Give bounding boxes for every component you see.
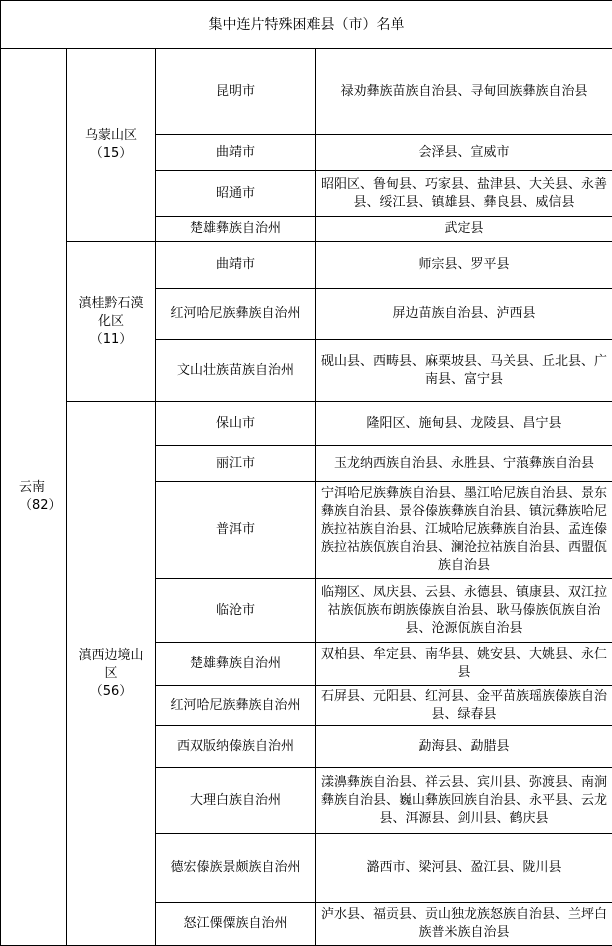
counties-cell: 玉龙纳西族自治县、永胜县、宁蒗彝族自治县 <box>316 446 612 482</box>
region-cell-dianxi <box>67 402 156 946</box>
province-count: （82） <box>19 498 62 513</box>
region-cell-dianguiqian <box>67 242 156 402</box>
region-name: 滇桂黔石漠化区 <box>78 295 144 329</box>
counties-cell: 会泽县、宣威市 <box>316 135 612 171</box>
city-cell: 临沧市 <box>156 579 316 643</box>
counties-cell: 宁洱哈尼族彝族自治县、墨江哈尼族自治县、景东彝族自治县、景谷傣族彝族自治县、镇沅彝族哈尼族拉祜族自治县、江城哈尼族彝族自治县、孟连傣族拉祜族佤族自治县、澜沧拉祜族自治县、西盟佤族自治县 <box>316 482 612 579</box>
counties-cell: 师宗县、罗平县 <box>316 242 612 289</box>
counties-cell: 武定县 <box>316 217 612 242</box>
title-row <box>1 1 612 49</box>
city-cell: 普洱市 <box>156 482 316 579</box>
city-cell: 曲靖市 <box>156 242 316 289</box>
city-cell: 丽江市 <box>156 446 316 482</box>
region-count: （56） <box>89 683 133 699</box>
region-name: 滇西边境山区 <box>78 647 144 681</box>
counties-cell: 禄劝彝族苗族自治县、寻甸回族彝族自治县 <box>316 49 612 135</box>
province-name: 云南 <box>19 480 46 495</box>
counties-cell: 砚山县、西畴县、麻栗坡县、马关县、丘北县、广南县、富宁县 <box>316 340 612 402</box>
city-cell: 保山市 <box>156 402 316 446</box>
counties-cell: 屏边苗族自治县、泸西县 <box>316 289 612 340</box>
city-cell: 大理白族自治州 <box>156 768 316 834</box>
city-cell: 红河哈尼族彝族自治州 <box>156 289 316 340</box>
city-cell: 曲靖市 <box>156 135 316 171</box>
table-title: 集中连片特殊困难县（市）名单 <box>1 1 612 49</box>
city-cell: 楚雄彝族自治州 <box>156 643 316 686</box>
counties-cell: 双柏县、牟定县、南华县、姚安县、大姚县、永仁县 <box>316 643 612 686</box>
city-cell: 昆明市 <box>156 49 316 135</box>
counties-cell: 漾濞彝族自治县、祥云县、宾川县、弥渡县、南涧彝族自治县、巍山彝族回族自治县、永平县、云龙县、洱源县、剑川县、鹤庆县 <box>316 768 612 834</box>
province-cell <box>1 49 67 946</box>
counties-cell: 昭阳区、鲁甸县、巧家县、盐津县、大关县、永善县、绥江县、镇雄县、彝良县、威信县 <box>316 171 612 217</box>
counties-cell: 石屏县、元阳县、红河县、金平苗族瑶族傣族自治县、绿春县 <box>316 686 612 726</box>
counties-cell: 临翔区、凤庆县、云县、永德县、镇康县、双江拉祜族佤族布朗族傣族自治县、耿马傣族佤族自治县、沧源佤族自治县 <box>316 579 612 643</box>
counties-cell: 隆阳区、施甸县、龙陵县、昌宁县 <box>316 402 612 446</box>
city-cell: 西双版纳傣族自治州 <box>156 726 316 768</box>
region-count: （15） <box>89 146 133 161</box>
table-row <box>1 402 612 446</box>
table-row <box>1 242 612 289</box>
region-name: 乌蒙山区 <box>84 128 137 143</box>
region-count: （11） <box>89 331 133 347</box>
city-cell: 德宏傣族景颇族自治州 <box>156 834 316 903</box>
counties-cell: 泸水县、福贡县、贡山独龙族怒族自治县、兰坪白族普米族自治县 <box>316 903 612 946</box>
city-cell: 红河哈尼族彝族自治州 <box>156 686 316 726</box>
counties-cell: 勐海县、勐腊县 <box>316 726 612 768</box>
counties-cell: 潞西市、梁河县、盈江县、陇川县 <box>316 834 612 903</box>
city-cell: 昭通市 <box>156 171 316 217</box>
city-cell: 楚雄彝族自治州 <box>156 217 316 242</box>
table-row <box>1 49 612 135</box>
city-cell: 文山壮族苗族自治州 <box>156 340 316 402</box>
city-cell: 怒江傈僳族自治州 <box>156 903 316 946</box>
region-cell-wumeng <box>67 49 156 242</box>
